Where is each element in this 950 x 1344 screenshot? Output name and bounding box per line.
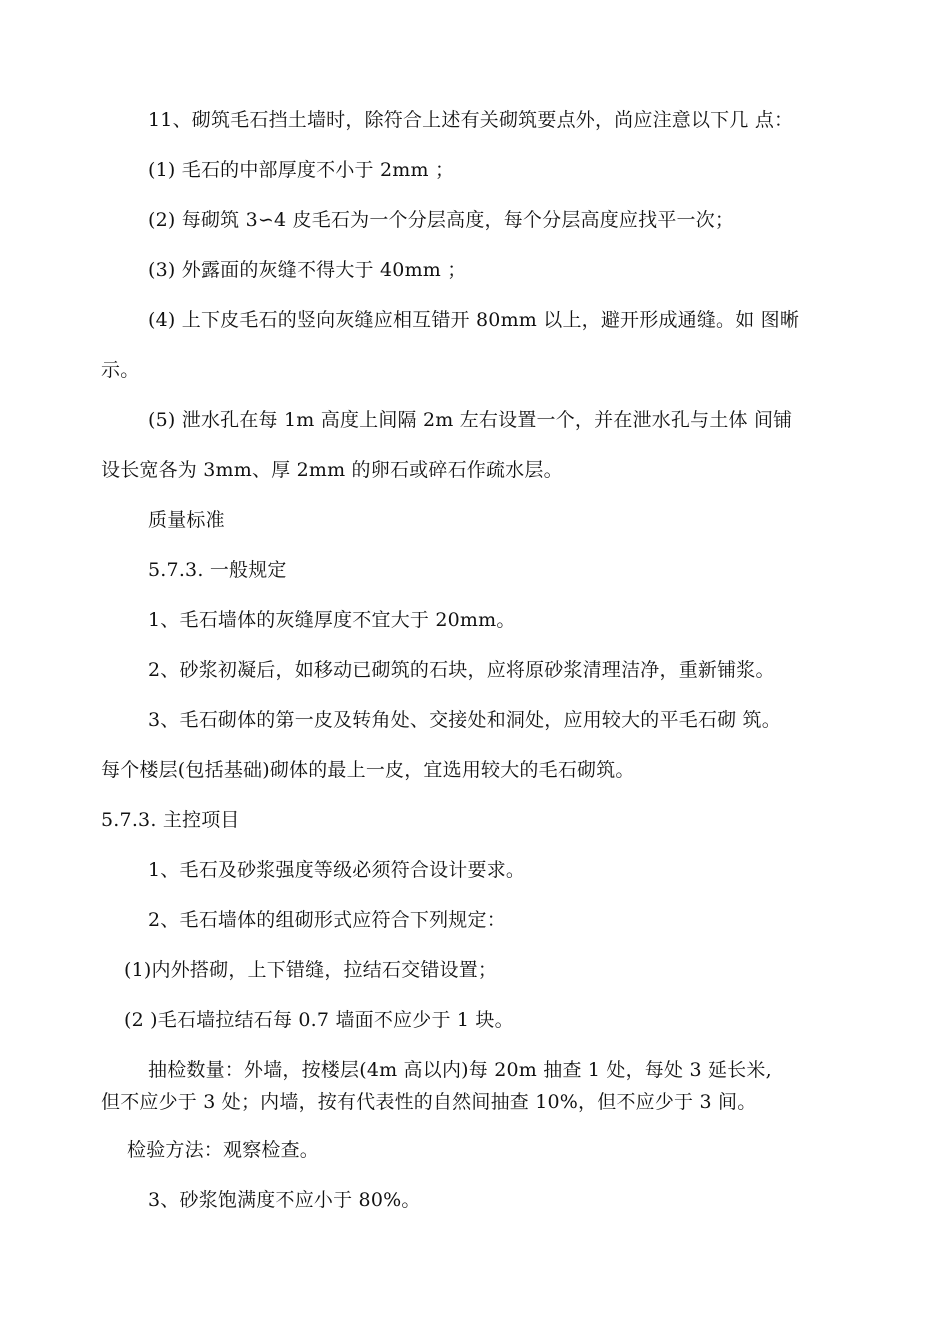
item-3-line: (3) 外露面的灰缝不得大于 40mm ； [148,259,467,281]
sampling-quantity-line: 抽检数量：外墙，按楼层(4m 高以内)每 20m 抽查 1 处，每处 3 延长米, [148,1059,772,1081]
section-heading-general: 5.7.3. 一般规定 [148,559,287,581]
main-item-3: 3、砂浆饱满度不应小于 80%。 [148,1189,421,1211]
main-item-2-sub-1: (1)内外搭砌，上下错缝，拉结石交错设置； [124,959,498,981]
main-item-2-sub-2: (2 )毛石墙拉结石每 0.7 墙面不应少于 1 块。 [124,1009,514,1031]
paragraph-11-line: 11、砌筑毛石挡土墙时，除符合上述有关砌筑要点外，尚应注意以下几 点： [148,109,794,131]
section-heading-quality: 质量标准 [148,509,225,531]
general-rule-3-continuation: 每个楼层(包括基础)砌体的最上一皮，宜选用较大的毛石砌筑。 [101,759,635,781]
main-item-2: 2、毛石墙体的组砌形式应符合下列规定： [148,909,506,931]
general-rule-1: 1、毛石墙体的灰缝厚度不宜大于 20mm。 [148,609,516,631]
item-1-line: (1) 毛石的中部厚度不小于 2mm ； [148,159,455,181]
inspection-method-line: 检验方法：观察检查。 [127,1139,320,1161]
item-5-continuation: 设长宽各为 3mm、厚 2mm 的卵石或碎石作疏水层。 [101,459,563,481]
item-2-line: (2) 每砌筑 3∽4 皮毛石为一个分层高度，每个分层高度应找平一次； [148,209,735,231]
general-rule-2: 2、砂浆初凝后，如移动已砌筑的石块，应将原砂浆清理洁净，重新铺浆。 [148,659,775,681]
section-heading-main-control: 5.7.3. 主控项目 [101,809,240,831]
item-4-continuation: 示。 [101,359,140,381]
item-5-line: (5) 泄水孔在每 1m 高度上间隔 2m 左右设置一个，并在泄水孔与土体 间铺 [148,409,793,431]
general-rule-3: 3、毛石砌体的第一皮及转角处、交接处和洞处，应用较大的平毛石砌 筑。 [148,709,781,731]
item-4-line: (4) 上下皮毛石的竖向灰缝应相互错开 80mm 以上，避开形成通缝。如 图晰 [148,309,800,331]
sampling-quantity-continuation: 但不应少于 3 处；内墙，按有代表性的自然间抽查 10%，但不应少于 3 间。 [101,1091,757,1113]
main-item-1: 1、毛石及砂浆强度等级必须符合设计要求。 [148,859,526,881]
